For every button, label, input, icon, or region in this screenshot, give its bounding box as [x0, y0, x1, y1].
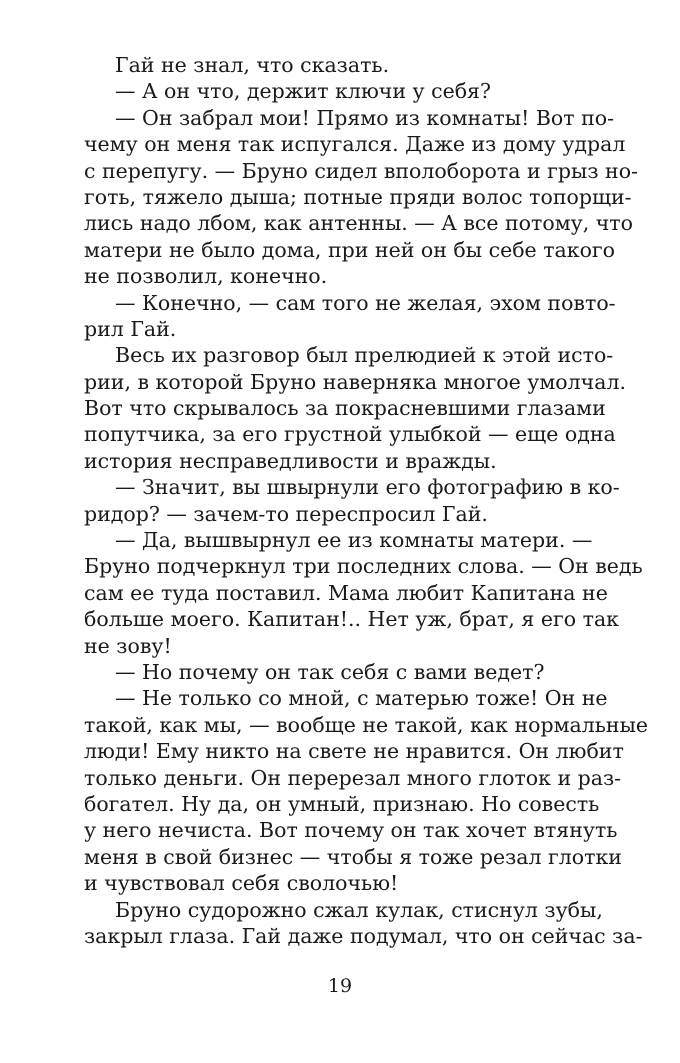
text-line: ридор? — зачем-то переспросил Гай. — [84, 501, 488, 526]
text-line: Бруно подчеркнул три последних слова. — Он ведь — [84, 554, 643, 579]
text-line: чему он меня так испугался. Даже из дому удрал — [84, 132, 626, 157]
text-line: — Он забрал мои! Прямо из комнаты! Вот по- — [115, 105, 615, 130]
text-line: — Не только со мной, с матерью тоже! Он не — [115, 686, 608, 711]
text-line: не зову! — [84, 633, 172, 658]
text-line: закрыл глаза. Гай даже подумал, что он сейчас за- — [84, 923, 643, 948]
text-line: богател. Ну да, он умный, признаю. Но совесть — [84, 791, 600, 816]
text-line: Вот что скрывалось за покрасневшими глазами — [84, 396, 606, 421]
text-line: Гай не знал, что сказать. — [115, 53, 390, 77]
text-line: больше моего. Капитан!.. Нет уж, брат, я его так — [84, 607, 619, 632]
text-line: Бруно судорожно сжал кулак, стиснул зубы, — [115, 897, 603, 922]
text-line: не позволил, конечно. — [84, 264, 328, 289]
text-line: рии, в которой Бруно наверняка многое умолчал. — [84, 369, 626, 394]
page-text — [84, 52, 649, 949]
text-line: готь, тяжело дыша; потные пряди волос топорщи- — [84, 184, 632, 209]
text-line: сам ее туда поставил. Мама любит Капитана не — [84, 580, 608, 605]
text-line: только деньги. Он перерезал много глоток и раз- — [84, 765, 622, 790]
text-line: меня в свой бизнес — чтобы я тоже резал глотки — [84, 844, 622, 869]
text-line: история несправедливости и вражды. — [84, 448, 497, 473]
text-line: Весь их разговор был прелюдией к этой исто- — [115, 343, 614, 368]
text-line: — Но почему он так себя с вами ведет? — [115, 659, 545, 684]
text-line: люди! Ему никто на свете не нравится. Он любит — [84, 739, 624, 764]
text-line: — Значит, вы швырнули его фотографию в ко- — [115, 475, 620, 500]
text-line: рил Гай. — [84, 316, 177, 341]
text-line: матери не было дома, при ней он бы себе такого — [84, 237, 615, 262]
text-line: — Да, вышвырнул ее из комнаты матери. — — [115, 528, 593, 553]
text-line: у него нечиста. Вот почему он так хочет втянуть — [84, 818, 618, 843]
text-line: с перепугу. — Бруно сидел вполоборота и грыз но- — [84, 158, 638, 183]
text-line: такой, как мы, — вообще не такой, как нормальные — [84, 712, 649, 737]
text-line: — Конечно, — сам того не желая, эхом повто- — [115, 290, 616, 315]
text-line: попутчика, за его грустной улыбкой — еще одна — [84, 422, 616, 447]
text-line: лись надо лбом, как антенны. — А все потому, что — [84, 211, 633, 236]
text-line: — А он что, держит ключи у себя? — [115, 79, 491, 104]
text-line: и чувствовал себя сволочью! — [84, 871, 399, 896]
page-number: 19 — [327, 975, 353, 997]
